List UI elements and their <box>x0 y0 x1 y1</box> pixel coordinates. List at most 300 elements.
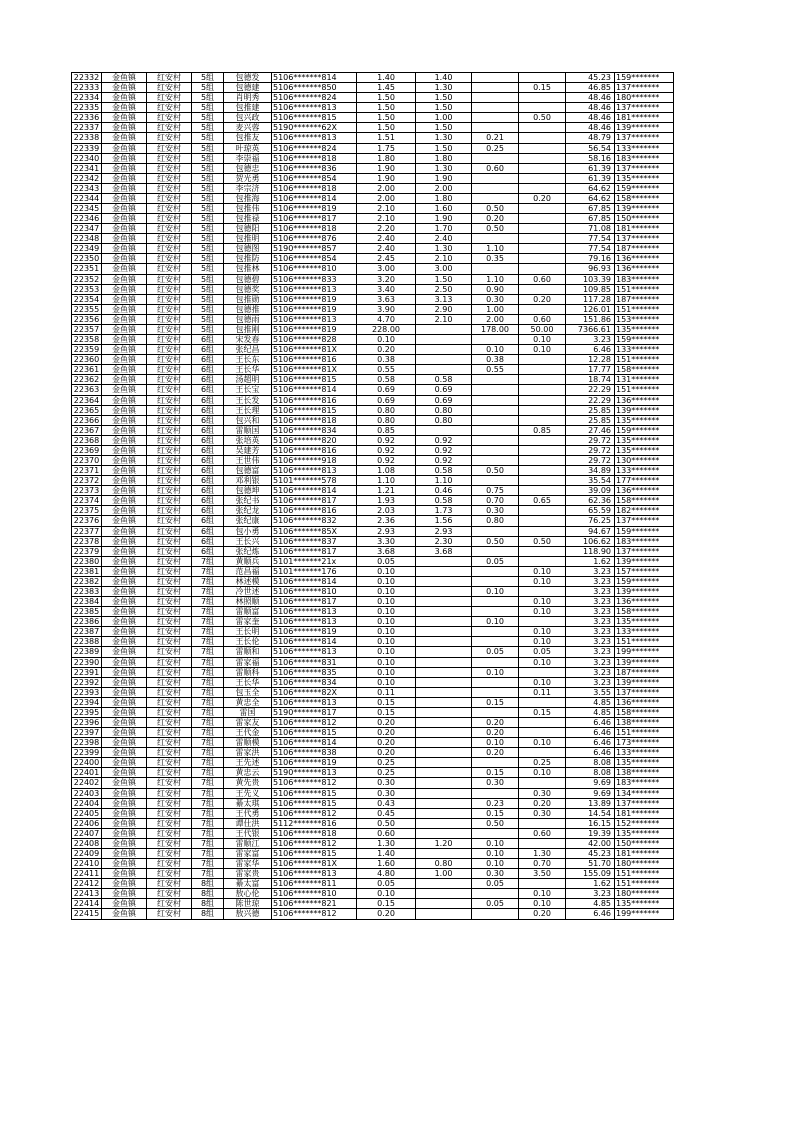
cell-name: 包推防 <box>224 254 272 264</box>
cell-village: 红安村 <box>147 798 192 808</box>
cell-village: 红安村 <box>147 607 192 617</box>
cell-area-c: 0.25 <box>519 758 566 768</box>
cell-area-c <box>519 365 566 375</box>
cell-name: 包推勋 <box>224 294 272 304</box>
cell-phone: 139******* <box>615 123 674 133</box>
cell-seq: 22366 <box>72 415 102 425</box>
cell-group: 5组 <box>192 304 224 314</box>
cell-phone: 135******* <box>615 828 674 838</box>
cell-amount: 77.54 <box>566 244 615 254</box>
cell-amount: 65.59 <box>566 506 615 516</box>
cell-town: 金鱼镇 <box>102 536 147 546</box>
cell-phone: 153******* <box>615 314 674 324</box>
cell-seq: 22355 <box>72 304 102 314</box>
cell-total-area: 0.10 <box>357 335 416 345</box>
data-table <box>71 72 674 920</box>
cell-village: 红安村 <box>147 849 192 859</box>
cell-amount: 8.08 <box>566 758 615 768</box>
cell-id-number: 5106*******819 <box>272 758 357 768</box>
cell-id-number: 5106*******814 <box>272 385 357 395</box>
cell-total-area: 3.63 <box>357 294 416 304</box>
cell-town: 金鱼镇 <box>102 677 147 687</box>
cell-name: 王代银 <box>224 828 272 838</box>
cell-phone: 133******* <box>615 466 674 476</box>
cell-area-a: 2.00 <box>416 183 472 193</box>
cell-area-a: 0.58 <box>416 375 472 385</box>
cell-area-b <box>472 657 519 667</box>
table-row <box>72 324 674 334</box>
cell-area-a <box>416 788 472 798</box>
cell-total-area: 3.68 <box>357 546 416 556</box>
cell-name: 王长理 <box>224 405 272 415</box>
cell-id-number: 5106*******818 <box>272 828 357 838</box>
cell-area-a: 1.50 <box>416 123 472 133</box>
cell-amount: 155.09 <box>566 869 615 879</box>
cell-town: 金鱼镇 <box>102 224 147 234</box>
cell-group: 8组 <box>192 879 224 889</box>
cell-area-b <box>472 687 519 697</box>
cell-group: 7组 <box>192 637 224 647</box>
cell-village: 红安村 <box>147 808 192 818</box>
cell-phone: 136******* <box>615 395 674 405</box>
cell-village: 红安村 <box>147 355 192 365</box>
cell-id-number: 5106*******812 <box>272 778 357 788</box>
cell-name: 包推明 <box>224 234 272 244</box>
cell-total-area: 1.51 <box>357 133 416 143</box>
cell-area-c: 0.10 <box>519 899 566 909</box>
cell-phone: 180******* <box>615 889 674 899</box>
table-row <box>72 778 674 788</box>
cell-total-area: 0.20 <box>357 718 416 728</box>
cell-phone: 135******* <box>615 173 674 183</box>
cell-area-a: 2.40 <box>416 234 472 244</box>
cell-area-b: 0.10 <box>472 859 519 869</box>
cell-group: 7组 <box>192 707 224 717</box>
cell-seq: 22401 <box>72 768 102 778</box>
table-row <box>72 455 674 465</box>
table-row <box>72 435 674 445</box>
cell-phone: 183******* <box>615 778 674 788</box>
cell-seq: 22369 <box>72 445 102 455</box>
cell-name: 雷家洪 <box>224 748 272 758</box>
cell-total-area: 0.69 <box>357 395 416 405</box>
cell-area-c: 0.10 <box>519 738 566 748</box>
cell-village: 红安村 <box>147 254 192 264</box>
cell-town: 金鱼镇 <box>102 123 147 133</box>
cell-name: 雷家贵 <box>224 869 272 879</box>
cell-area-a: 1.56 <box>416 516 472 526</box>
cell-area-a <box>416 607 472 617</box>
table-row <box>72 385 674 395</box>
cell-group: 5组 <box>192 73 224 83</box>
cell-village: 红安村 <box>147 576 192 586</box>
cell-id-number: 5106*******837 <box>272 536 357 546</box>
table-row <box>72 183 674 193</box>
cell-village: 红安村 <box>147 697 192 707</box>
cell-amount: 64.62 <box>566 193 615 203</box>
cell-area-b: 0.30 <box>472 506 519 516</box>
cell-phone: 138******* <box>615 718 674 728</box>
cell-name: 包推刚 <box>224 324 272 334</box>
table-row <box>72 798 674 808</box>
cell-town: 金鱼镇 <box>102 657 147 667</box>
cell-seq: 22403 <box>72 788 102 798</box>
cell-seq: 22407 <box>72 828 102 838</box>
cell-area-a <box>416 687 472 697</box>
cell-id-number: 5106*******918 <box>272 455 357 465</box>
cell-total-area: 0.15 <box>357 697 416 707</box>
cell-town: 金鱼镇 <box>102 597 147 607</box>
cell-name: 王长宝 <box>224 385 272 395</box>
cell-amount: 61.39 <box>566 173 615 183</box>
cell-village: 红安村 <box>147 224 192 234</box>
cell-id-number: 5106*******814 <box>272 193 357 203</box>
cell-group: 7组 <box>192 869 224 879</box>
table-row <box>72 536 674 546</box>
cell-village: 红安村 <box>147 738 192 748</box>
cell-id-number: 5106*******81X <box>272 345 357 355</box>
cell-name: 林述模 <box>224 576 272 586</box>
cell-name: 王先义 <box>224 788 272 798</box>
cell-seq: 22352 <box>72 274 102 284</box>
table-row <box>72 193 674 203</box>
cell-group: 6组 <box>192 435 224 445</box>
cell-group: 5组 <box>192 143 224 153</box>
cell-group: 5组 <box>192 93 224 103</box>
cell-amount: 67.85 <box>566 214 615 224</box>
cell-amount: 96.93 <box>566 264 615 274</box>
cell-group: 7组 <box>192 758 224 768</box>
cell-name: 肖明秀 <box>224 93 272 103</box>
cell-seq: 22386 <box>72 617 102 627</box>
cell-group: 5组 <box>192 284 224 294</box>
cell-seq: 22402 <box>72 778 102 788</box>
cell-area-a: 3.13 <box>416 294 472 304</box>
cell-village: 红安村 <box>147 143 192 153</box>
cell-total-area: 2.45 <box>357 254 416 264</box>
cell-amount: 35.54 <box>566 476 615 486</box>
cell-group: 5组 <box>192 224 224 234</box>
cell-area-b <box>472 375 519 385</box>
cell-total-area: 0.05 <box>357 879 416 889</box>
cell-town: 金鱼镇 <box>102 899 147 909</box>
cell-seq: 22399 <box>72 748 102 758</box>
cell-area-c: 0.10 <box>519 627 566 637</box>
cell-seq: 22390 <box>72 657 102 667</box>
cell-village: 红安村 <box>147 425 192 435</box>
cell-village: 红安村 <box>147 83 192 93</box>
cell-group: 7组 <box>192 667 224 677</box>
cell-area-a <box>416 657 472 667</box>
cell-area-b: 0.90 <box>472 284 519 294</box>
cell-amount: 3.23 <box>566 647 615 657</box>
cell-area-b: 1.10 <box>472 244 519 254</box>
cell-seq: 22397 <box>72 728 102 738</box>
table-row <box>72 254 674 264</box>
cell-group: 7组 <box>192 556 224 566</box>
cell-town: 金鱼镇 <box>102 607 147 617</box>
cell-amount: 1.62 <box>566 556 615 566</box>
cell-area-c: 0.05 <box>519 647 566 657</box>
cell-village: 红安村 <box>147 395 192 405</box>
cell-area-c: 0.15 <box>519 83 566 93</box>
cell-phone: 151******* <box>615 355 674 365</box>
cell-area-b <box>472 445 519 455</box>
cell-total-area: 3.90 <box>357 304 416 314</box>
cell-area-c <box>519 556 566 566</box>
cell-seq: 22359 <box>72 345 102 355</box>
cell-area-c <box>519 415 566 425</box>
table-row <box>72 445 674 455</box>
cell-amount: 109.85 <box>566 284 615 294</box>
cell-area-b: 0.10 <box>472 838 519 848</box>
cell-area-c: 0.20 <box>519 798 566 808</box>
cell-amount: 29.72 <box>566 445 615 455</box>
cell-name: 雷顺江 <box>224 838 272 848</box>
cell-total-area: 1.75 <box>357 143 416 153</box>
cell-village: 红安村 <box>147 73 192 83</box>
cell-id-number: 5106*******812 <box>272 718 357 728</box>
cell-village: 红安村 <box>147 445 192 455</box>
cell-seq: 22382 <box>72 576 102 586</box>
cell-group: 6组 <box>192 375 224 385</box>
cell-area-c <box>519 304 566 314</box>
cell-village: 红安村 <box>147 536 192 546</box>
cell-id-number: 5106*******814 <box>272 738 357 748</box>
cell-area-a: 0.92 <box>416 445 472 455</box>
cell-phone: 139******* <box>615 657 674 667</box>
cell-id-number: 5106*******813 <box>272 617 357 627</box>
cell-total-area: 0.80 <box>357 415 416 425</box>
cell-village: 红安村 <box>147 476 192 486</box>
cell-village: 红安村 <box>147 748 192 758</box>
cell-seq: 22347 <box>72 224 102 234</box>
cell-amount: 45.23 <box>566 849 615 859</box>
cell-village: 红安村 <box>147 365 192 375</box>
cell-area-b: 0.10 <box>472 738 519 748</box>
cell-phone: 181******* <box>615 808 674 818</box>
cell-area-a: 0.92 <box>416 435 472 445</box>
cell-phone: 139******* <box>615 677 674 687</box>
cell-group: 7组 <box>192 697 224 707</box>
cell-village: 红安村 <box>147 294 192 304</box>
cell-area-a <box>416 768 472 778</box>
cell-group: 5组 <box>192 274 224 284</box>
cell-area-c <box>519 667 566 677</box>
cell-area-a: 1.20 <box>416 838 472 848</box>
cell-name: 雷家奎 <box>224 617 272 627</box>
cell-area-a <box>416 566 472 576</box>
table-row <box>72 687 674 697</box>
cell-id-number: 5106*******817 <box>272 546 357 556</box>
cell-area-b <box>472 637 519 647</box>
cell-area-c: 1.30 <box>519 849 566 859</box>
cell-village: 红安村 <box>147 778 192 788</box>
cell-area-b: 0.05 <box>472 879 519 889</box>
cell-town: 金鱼镇 <box>102 667 147 677</box>
cell-village: 红安村 <box>147 728 192 738</box>
cell-area-b: 0.70 <box>472 496 519 506</box>
cell-area-a <box>416 667 472 677</box>
cell-seq: 22394 <box>72 697 102 707</box>
cell-id-number: 5106*******813 <box>272 284 357 294</box>
table-row <box>72 617 674 627</box>
cell-phone: 187******* <box>615 294 674 304</box>
cell-total-area: 228.00 <box>357 324 416 334</box>
cell-phone: 173******* <box>615 738 674 748</box>
table-row <box>72 808 674 818</box>
table-row <box>72 133 674 143</box>
cell-amount: 3.23 <box>566 607 615 617</box>
cell-total-area: 2.36 <box>357 516 416 526</box>
cell-town: 金鱼镇 <box>102 365 147 375</box>
cell-total-area: 1.40 <box>357 849 416 859</box>
cell-id-number: 5106*******838 <box>272 748 357 758</box>
cell-name: 陈世琼 <box>224 899 272 909</box>
cell-name: 谭仕洪 <box>224 818 272 828</box>
cell-name: 张纪康 <box>224 516 272 526</box>
cell-id-number: 5106*******854 <box>272 173 357 183</box>
cell-group: 6组 <box>192 506 224 516</box>
cell-phone: 151******* <box>615 869 674 879</box>
cell-id-number: 5106*******819 <box>272 294 357 304</box>
cell-total-area: 4.70 <box>357 314 416 324</box>
cell-area-c: 0.10 <box>519 677 566 687</box>
cell-phone: 136******* <box>615 697 674 707</box>
cell-phone: 180******* <box>615 859 674 869</box>
cell-area-a <box>416 849 472 859</box>
cell-area-b: 1.10 <box>472 274 519 284</box>
cell-total-area: 0.10 <box>357 889 416 899</box>
cell-area-c: 0.10 <box>519 335 566 345</box>
cell-id-number: 5106*******818 <box>272 415 357 425</box>
cell-total-area: 0.10 <box>357 637 416 647</box>
cell-area-b: 0.60 <box>472 163 519 173</box>
cell-village: 红安村 <box>147 718 192 728</box>
cell-phone: 135******* <box>615 324 674 334</box>
cell-seq: 22375 <box>72 506 102 516</box>
cell-name: 包推友 <box>224 133 272 143</box>
cell-phone: 135******* <box>615 435 674 445</box>
cell-area-b <box>472 909 519 919</box>
cell-area-c: 0.10 <box>519 597 566 607</box>
cell-town: 金鱼镇 <box>102 355 147 365</box>
cell-seq: 22398 <box>72 738 102 748</box>
table-row <box>72 718 674 728</box>
cell-phone: 130******* <box>615 455 674 465</box>
cell-area-c <box>519 818 566 828</box>
cell-phone: 137******* <box>615 163 674 173</box>
cell-total-area: 0.20 <box>357 738 416 748</box>
cell-amount: 22.29 <box>566 385 615 395</box>
table-row <box>72 264 674 274</box>
cell-name: 雷国 <box>224 707 272 717</box>
cell-area-a: 0.80 <box>416 405 472 415</box>
cell-total-area: 1.90 <box>357 163 416 173</box>
cell-village: 红安村 <box>147 93 192 103</box>
cell-group: 6组 <box>192 486 224 496</box>
cell-id-number: 5106*******815 <box>272 798 357 808</box>
cell-id-number: 5106*******835 <box>272 667 357 677</box>
cell-area-c <box>519 375 566 385</box>
cell-total-area: 1.45 <box>357 83 416 93</box>
cell-area-a <box>416 798 472 808</box>
cell-id-number: 5106*******815 <box>272 849 357 859</box>
cell-phone: 159******* <box>615 183 674 193</box>
cell-seq: 22358 <box>72 335 102 345</box>
cell-town: 金鱼镇 <box>102 83 147 93</box>
table-row <box>72 607 674 617</box>
cell-area-b: 0.05 <box>472 556 519 566</box>
cell-town: 金鱼镇 <box>102 173 147 183</box>
cell-group: 6组 <box>192 445 224 455</box>
cell-total-area: 0.60 <box>357 828 416 838</box>
cell-amount: 3.23 <box>566 617 615 627</box>
cell-group: 7组 <box>192 657 224 667</box>
cell-group: 7组 <box>192 738 224 748</box>
cell-area-c <box>519 617 566 627</box>
cell-area-a: 1.30 <box>416 83 472 93</box>
cell-area-b <box>472 173 519 183</box>
cell-seq: 22383 <box>72 586 102 596</box>
cell-seq: 22381 <box>72 566 102 576</box>
cell-area-c <box>519 476 566 486</box>
cell-phone: 151******* <box>615 284 674 294</box>
cell-amount: 3.23 <box>566 627 615 637</box>
cell-village: 红安村 <box>147 284 192 294</box>
cell-seq: 22411 <box>72 869 102 879</box>
cell-group: 6组 <box>192 536 224 546</box>
cell-area-a <box>416 425 472 435</box>
cell-area-a <box>416 707 472 717</box>
cell-area-c: 0.30 <box>519 788 566 798</box>
cell-id-number: 5106*******814 <box>272 73 357 83</box>
cell-village: 红安村 <box>147 788 192 798</box>
cell-total-area: 0.45 <box>357 808 416 818</box>
cell-town: 金鱼镇 <box>102 486 147 496</box>
cell-name: 包德发 <box>224 73 272 83</box>
cell-id-number: 5106*******815 <box>272 375 357 385</box>
cell-seq: 22333 <box>72 83 102 93</box>
cell-seq: 22337 <box>72 123 102 133</box>
cell-name: 吴建芳 <box>224 445 272 455</box>
cell-phone: 151******* <box>615 637 674 647</box>
cell-area-b: 0.20 <box>472 728 519 738</box>
cell-name: 麦兴蓉 <box>224 123 272 133</box>
cell-village: 红安村 <box>147 183 192 193</box>
cell-village: 红安村 <box>147 647 192 657</box>
cell-area-c: 0.11 <box>519 687 566 697</box>
cell-name: 张纪龙 <box>224 506 272 516</box>
cell-area-c <box>519 697 566 707</box>
cell-area-b <box>472 526 519 536</box>
cell-area-b: 0.10 <box>472 849 519 859</box>
cell-phone: 136******* <box>615 597 674 607</box>
cell-name: 李崇福 <box>224 153 272 163</box>
cell-group: 7组 <box>192 798 224 808</box>
cell-town: 金鱼镇 <box>102 304 147 314</box>
cell-name: 雷顺国 <box>224 425 272 435</box>
cell-phone: 180******* <box>615 93 674 103</box>
cell-village: 红安村 <box>147 385 192 395</box>
cell-total-area: 0.20 <box>357 748 416 758</box>
cell-phone: 158******* <box>615 607 674 617</box>
cell-area-b: 0.10 <box>472 617 519 627</box>
table-row <box>72 244 674 254</box>
table-row <box>72 677 674 687</box>
cell-total-area: 1.50 <box>357 123 416 133</box>
cell-id-number: 5190*******813 <box>272 768 357 778</box>
